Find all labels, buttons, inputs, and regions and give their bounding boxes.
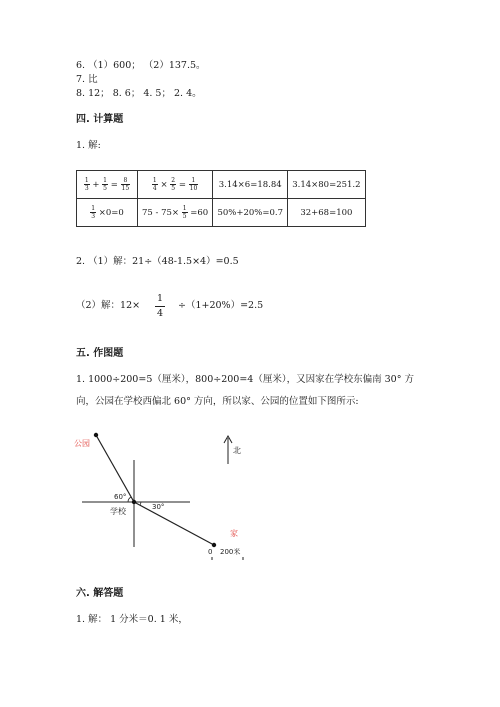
section-6-heading: 六. 解答题 xyxy=(76,588,124,599)
table-row xyxy=(77,171,366,199)
fraction: $\frac{1}{10}$ xyxy=(189,177,198,192)
answer-8: 8. 12； 8. 6； 4. 5； 2. 4。 xyxy=(76,88,202,99)
table-cell: 75 - 75× $\frac{1}{5}$ =60 xyxy=(138,199,213,227)
section-5-text-line1: 1. 1000÷200=5（厘米），800÷200=4（厘米），又因家在学校东偏南 30° 方 xyxy=(76,374,414,385)
fraction-numerator: 1 xyxy=(155,292,165,307)
fraction: $\frac{1}{5}$ xyxy=(103,177,107,192)
table-cell: 32+68=100 xyxy=(288,199,365,227)
scale-distance-label: 200米 xyxy=(220,548,241,556)
school-to-park-line xyxy=(96,435,134,502)
fraction: $\frac{1}{3}$ xyxy=(84,177,89,192)
section-4-q2-part1: 2. （1）解：21÷（48-1.5×4）=0.5 xyxy=(76,256,239,267)
table-row xyxy=(77,199,366,227)
section-4-q2-part2-suffix: ÷（1+20%）=2.5 xyxy=(178,300,264,311)
section-5-heading: 五. 作图题 xyxy=(76,348,124,359)
park-label: 公园 xyxy=(74,439,90,448)
table-cell: 50%+20%=0.7 xyxy=(213,199,288,227)
table-cell: $\frac{1}{4}$ × $\frac{2}{5}$ = $\frac{1}{10}$ xyxy=(138,171,213,199)
angle-60-label: 60° xyxy=(114,493,127,501)
school-to-home-line xyxy=(134,502,214,545)
scale-zero-label: 0 xyxy=(208,548,213,556)
fraction: $\frac{1}{4}$ xyxy=(152,177,157,192)
section-4-q2-part2-prefix: （2）解：12× xyxy=(76,300,141,311)
table-cell: $\frac{1}{3}$ + $\frac{1}{5}$ = $\frac{8}{15}$ xyxy=(77,171,138,199)
table-cell: $\frac{1}{3}$ ×0=0 xyxy=(77,199,138,227)
fraction: $\frac{8}{15}$ xyxy=(121,177,130,192)
answer-7: 7. 比 xyxy=(76,74,98,85)
school-label: 学校 xyxy=(110,507,126,516)
calculation-table xyxy=(76,170,366,227)
angle-60-arc xyxy=(128,497,131,502)
school-point xyxy=(132,500,136,504)
scale-bar xyxy=(212,557,243,560)
fraction: $\frac{1}{3}$ xyxy=(91,205,96,220)
location-diagram xyxy=(70,420,270,560)
table-cell: 3.14×80=251.2 xyxy=(288,171,365,199)
home-label: 家 xyxy=(230,529,238,538)
fraction: $\frac{2}{5}$ xyxy=(171,177,176,192)
north-label: 北 xyxy=(233,446,241,455)
fraction: $\frac{1}{5}$ xyxy=(182,205,187,220)
fraction-denominator: 4 xyxy=(157,308,164,319)
fraction xyxy=(155,292,165,321)
park-point xyxy=(94,433,98,437)
answer-6: 6. （1）600； （2）137.5。 xyxy=(76,60,206,71)
table-cell: 3.14×6=18.84 xyxy=(213,171,288,199)
section-4-heading: 四. 计算题 xyxy=(76,114,124,125)
section-4-q1-label: 1. 解: xyxy=(76,140,101,151)
section-5-text-line2: 向，公园在学校西偏北 60° 方向，所以家、公园的位置如下图所示: xyxy=(76,396,359,407)
home-point xyxy=(212,543,216,547)
section-6-q1: 1. 解： 1 分米＝0. 1 米， xyxy=(76,614,188,625)
angle-30-label: 30° xyxy=(152,503,165,511)
